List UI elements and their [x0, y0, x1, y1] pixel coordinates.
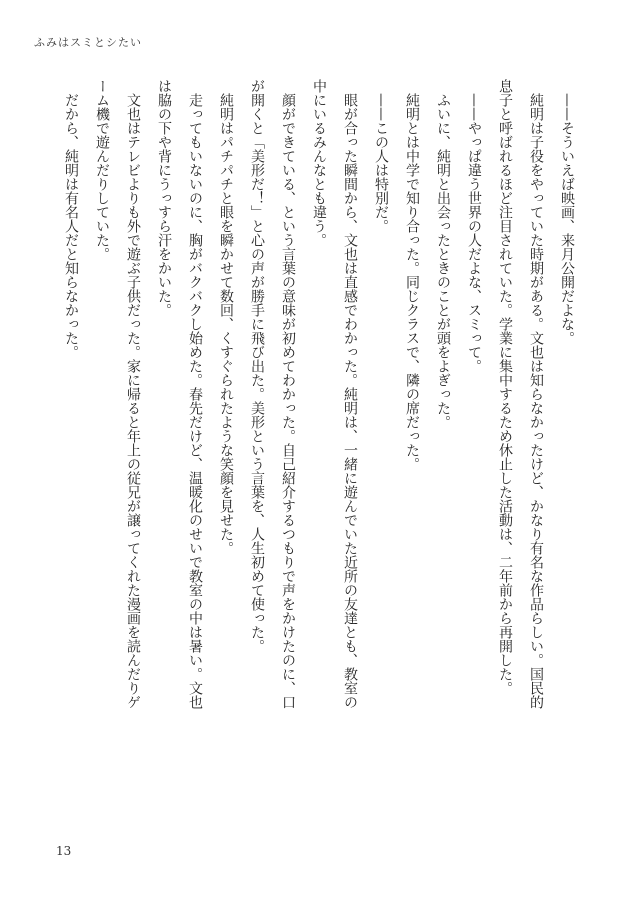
page-number: 13	[56, 844, 72, 858]
paragraph: ——そういえば映画、来月公開だよな。	[559, 93, 575, 345]
body-text	[62, 79, 582, 711]
paragraph: ——この人は特別だ。	[373, 93, 389, 233]
paragraph: 純明は子役をやっていた時期がある。文也は知らなかったけど、かなり有名な作品らしい。国民的息子と呼ばれるほど注目されていた。学業に集中するため休止した活動は、二年前から再開した。	[497, 79, 544, 709]
running-title: ふみはスミとシたい	[34, 36, 142, 49]
paragraph: 文也はテレビよりも外で遊ぶ子供だった。家に帰ると年上の従兄が譲ってくれた漫画を読んだりゲーム機で遊んだりしていた。	[94, 79, 141, 709]
paragraph: 顔ができている、という言葉の意味が初めてわかった。自己紹介するつもりで声をかけたのに、口が開くと「美形だ！」と心の声が勝手に飛び出た。美形という言葉を、人生初めて使った。	[249, 79, 296, 709]
paragraph: だから、純明は有名人だと知らなかった。	[63, 93, 79, 359]
paragraph: ——やっぱ違う世界の人だよな、スミって。	[466, 93, 482, 373]
paragraph: 走ってもいないのに、胸がバクバクし始めた。春先だけど、温暖化のせいで教室の中は暑い。文也は脇の下や背にうっすら汗をかいた。	[156, 79, 203, 709]
paragraph: 純明はパチパチと眼を瞬かせて数回、くすぐられたような笑顔を見せた。	[218, 93, 234, 555]
paragraph: ふいに、純明と出会ったときのことが頭をよぎった。	[435, 93, 451, 429]
paragraph: 純明とは中学で知り合った。同じクラスで、隣の席だった。	[404, 93, 420, 471]
paragraph: 眼が合った瞬間から、文也は直感でわかった。純明は、一緒に遊んでいた近所の友達とも、教室の中にいるみんなとも違う。	[311, 79, 358, 709]
